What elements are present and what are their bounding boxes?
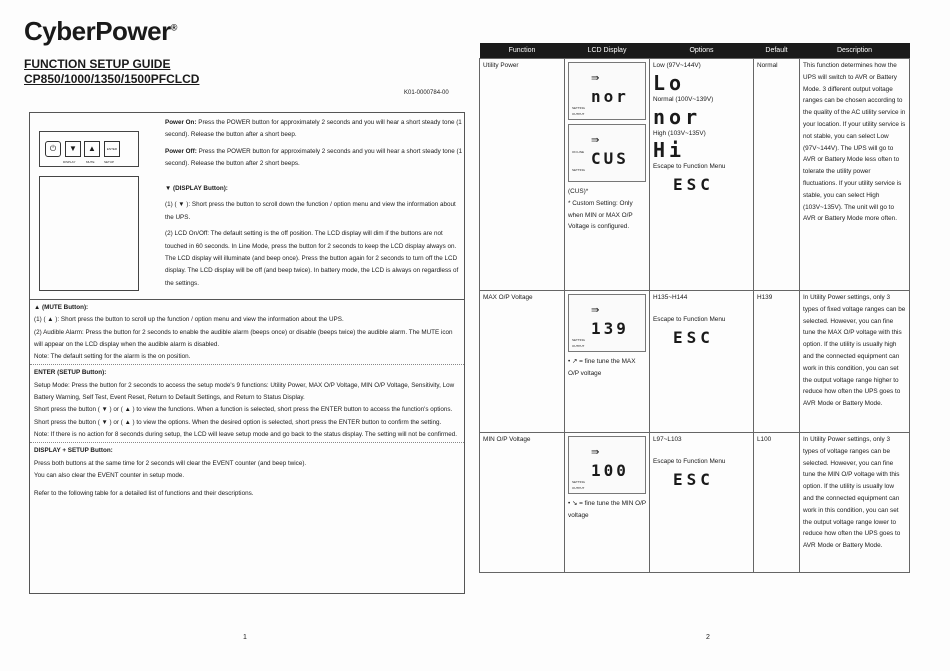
setup-label: SETUP — [104, 160, 115, 164]
power-off-label: Power Off: — [165, 147, 197, 155]
col-function: Function — [480, 43, 565, 59]
col-options: Options — [650, 43, 754, 59]
plug-icon: ⇛ — [591, 73, 600, 84]
lcd-illustration: ⇛ SETTING OUTPUT nor — [568, 62, 646, 120]
plug-icon: ⇛ — [591, 447, 600, 458]
table-header — [480, 43, 910, 59]
display-button-icon: ▼ — [65, 141, 81, 157]
display-label: DISPLAY — [63, 160, 76, 164]
power-text: Power On: Press the POWER button for approximately 2 seconds and you will hear a short steady tone (1 second). Release the button after a short beep. Power Off: Press the POWER button for approximately 2 seconds and you will hear a short steady tone (1 second). Release the button after 2 short beeps. — [165, 119, 463, 168]
brand-logo: CyberPower® — [24, 16, 177, 46]
ups-front-panel — [39, 131, 139, 167]
table-row: MAX O/P Voltage ⇛ SETTING OUTPUT 139 • ↗ = fine tune the MAX O/P voltage H135~H144 Escape to Function Menu ESC H139 In Utility Power settings, only 3 types of fixed voltage ranges can be selected. However, you can fine tune the MAX O/P voltage with this option. If the utility is usually high and the connected equipment can work in this condition, you can set the output voltage range higher to reduce how often the UPS goes to AVR Mode or Battery Mode. — [480, 291, 910, 433]
lcd-segment-nor: nor — [653, 104, 702, 129]
combo-heading: DISPLAY + SETUP Button: — [34, 447, 113, 455]
enter-section: ENTER (SETUP Button): Setup Mode: Press the button for 2 seconds to access the setup mode's 9 functions: Utility Power, MAX O/P Voltage, MIN O/P Voltage, Sensitivity, Low Battery Warning, Self Test, Event Reset, Return to Default Settings, and Return to Status Display. Short press the button ( ▼ ) or ( ▲ ) to view the functions. When a function is selected, short press the ENTER button to access the function's options. Short press the button ( ▼ ) or ( ▲ ) to view the options. When the desired option is selected, short press the ENTER button to confirm the setting. Note: If there is no action for 8 seconds during setup, the LCD will leave setup mode and go back to the status display. The setting will not be confirmed. — [30, 364, 464, 442]
lcd-segment-esc: ESC — [673, 327, 714, 347]
lcd-illustration: ⇛ SETTING OUTPUT 100 — [568, 436, 646, 494]
lcd-segment-esc: ESC — [673, 175, 714, 195]
col-lcd: LCD Display — [565, 43, 650, 59]
col-description: Description — [800, 43, 910, 59]
model-title: CP850/1000/1350/1500PFCLCD — [24, 72, 200, 86]
lcd-illustration: ⇛ ON LINE SETTING CUS — [568, 124, 646, 182]
display-button-section: ▼ (DISPLAY Button): (1) ( ▼ ): Short press the button to scroll down the function / option menu and view the information about the UPS. (2) LCD On/Off: The default setting is the off position. The LCD display will dim if the buttons are not touched in 60 seconds. In Line Mode, press the button for 2 seconds to keep the LCD display always on. The LCD display will illuminate (and beep once). Press the button again for 2 seconds to turn off the LCD display. The LCD display will be off (and beep twice). In battery mode, the LCD is always on regardless of the settings. — [165, 185, 459, 287]
function-table — [479, 43, 910, 573]
page-title: FUNCTION SETUP GUIDE — [24, 57, 171, 71]
lcd-segment-hi: Hi — [653, 138, 686, 163]
enter-button-icon: ENTER — [104, 141, 120, 157]
col-default: Default — [754, 43, 800, 59]
mute-button-icon: ▲ — [84, 141, 100, 157]
lcd-segment-lo: Lo — [653, 70, 686, 95]
plug-icon: ⇛ — [591, 305, 600, 316]
document-number: K01-0000784-00 — [404, 90, 449, 96]
page-number-left: 1 — [243, 634, 247, 641]
mute-label: MUTE — [86, 160, 95, 164]
plug-icon: ⇛ — [591, 135, 600, 146]
power-section — [29, 112, 465, 300]
button-instructions — [29, 299, 465, 594]
combo-section: DISPLAY + SETUP Button: Press both buttons at the same time for 2 seconds will clear the EVENT counter (and beep twice). You can also clear the EVENT counter in setup mode. Refer to the following table for a detailed list of functions and their descriptions. — [30, 442, 464, 501]
mute-section: ▲ (MUTE Button): (1) ( ▲ ): Short press the button to scroll up the function / option menu and view the information about the UPS. (2) Audible Alarm: Press the button for 2 seconds to enable the audible alarm (beeps once) or disable (beeps twice) the audible alarm. The MUTE icon will appear on the LCD display when the audible alarm is disabled. Note: The default setting for the alarm is the on position. — [34, 304, 453, 361]
power-icon: ⏻ — [45, 141, 61, 157]
mute-heading: ▲ (MUTE Button): — [34, 304, 89, 311]
lcd-segment-esc: ESC — [673, 469, 714, 489]
page-number-right: 2 — [706, 634, 710, 641]
display-heading: ▼ (DISPLAY Button): — [165, 185, 228, 192]
table-row: MIN O/P Voltage ⇛ SETTING OUTPUT 100 • ↘ = fine tune the MIN O/P voltage L97~L103 Escape to Function Menu ESC L100 In Utility Power settings, only 3 types of voltage ranges can be selected. However, you can fine tune the MIN O/P voltage with this option. If the utility is usually low and the connected equipment can work in this condition, you can set the output voltage range lower to reduce how often the UPS goes to AVR Mode or Battery Mode. — [480, 433, 910, 573]
power-on-label: Power On: — [165, 119, 197, 126]
enter-heading: ENTER (SETUP Button): — [34, 369, 107, 377]
table-row: Utility Power ⇛ SETTING OUTPUT nor ⇛ ON LINE SETTING CUS (CUS)* * Custom Setting: Only when MIN or MAX O/P Voltage is configured. Low (97V~144V) Lo Normal (100V~139V) nor High (103V~135V) Hi Escape to Function Menu ESC Normal This function determines how the UPS will switch to AVR or Battery Mode. 3 different output voltage ranges can be chosen according to the quality of the AC utility service in your location. If your utility service is not stable, you can select Low (97V~144V). The UPS will go to AVR or Battery Mode less often to tolerate the utility power fluctuations. If your utility service is stable, you can select High (103V~135V). The unit will go to AVR or Battery Mode more often. — [480, 59, 910, 291]
lcd-screen-illustration — [39, 176, 139, 291]
lcd-illustration: ⇛ SETTING OUTPUT 139 — [568, 294, 646, 352]
